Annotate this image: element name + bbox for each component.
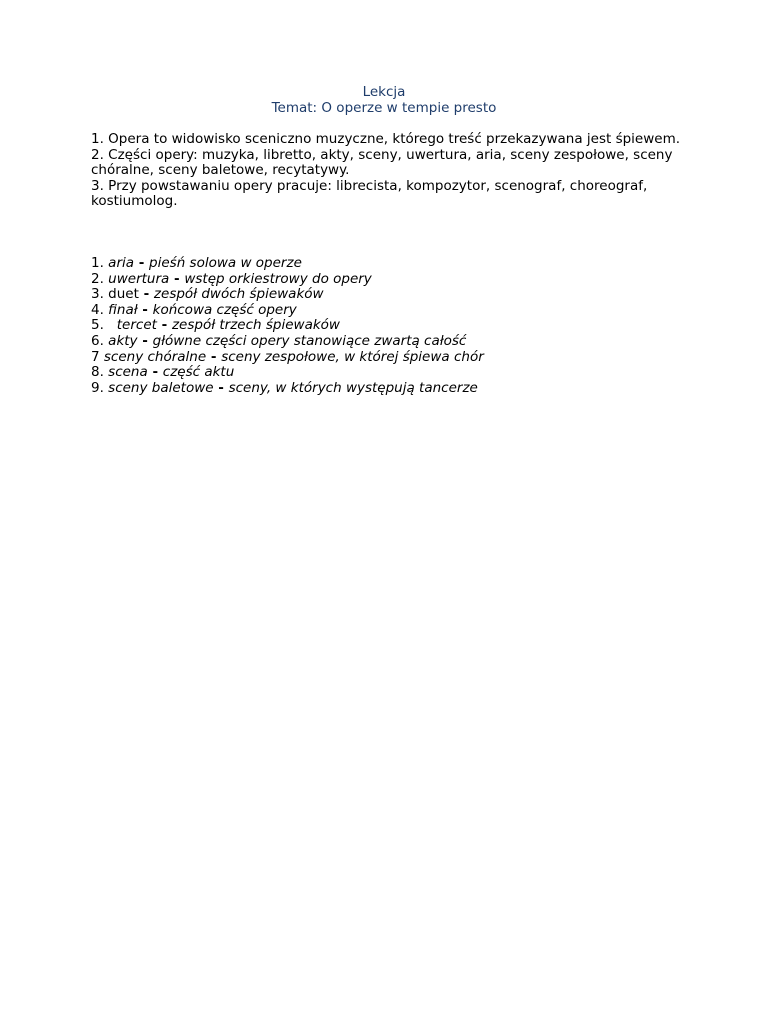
glossary-dash: - <box>137 332 153 349</box>
opera-points <box>91 132 681 210</box>
glossary-item <box>91 272 691 288</box>
glossary-term: tercet <box>116 317 157 334</box>
glossary-item <box>91 334 691 350</box>
opera-glossary <box>91 256 691 396</box>
glossary-number: 7 <box>91 348 104 365</box>
glossary-item <box>91 287 691 303</box>
glossary-definition: część aktu <box>162 364 235 381</box>
glossary-number: 9. <box>91 379 109 396</box>
glossary-definition: zespół dwóch śpiewaków <box>153 286 324 303</box>
glossary-item <box>91 365 691 381</box>
glossary-dash: - <box>147 364 163 381</box>
glossary-definition: sceny zespołowe, w której śpiewa chór <box>221 348 484 365</box>
glossary-item <box>91 381 691 397</box>
glossary-definition: końcowa część opery <box>152 301 297 318</box>
glossary-item <box>91 318 691 334</box>
glossary-number: 3. duet <box>91 286 139 303</box>
glossary-dash: - <box>134 255 150 271</box>
point-item: 3. Przy powstawaniu opery pracuje: librecista, kompozytor, scenograf, choreograf, kostiumolog. <box>91 177 648 210</box>
glossary-definition: sceny, w których występują tancerze <box>228 379 478 396</box>
glossary-definition: wstęp orkiestrowy do opery <box>184 270 372 287</box>
glossary-term: finał <box>108 301 138 318</box>
glossary-number: 1. <box>91 255 109 271</box>
glossary-term: sceny chóralne <box>103 348 207 365</box>
glossary-dash: - <box>138 286 154 303</box>
glossary-item <box>91 256 691 272</box>
glossary-item <box>91 303 691 319</box>
glossary-definition: zespół trzech śpiewaków <box>171 317 340 334</box>
lesson-topic: Temat: O operze w tempie presto <box>271 100 497 116</box>
glossary-dash: - <box>169 270 185 287</box>
glossary-term: akty <box>108 332 138 349</box>
glossary-term: scena <box>108 364 148 381</box>
glossary-number: 2. <box>91 270 109 287</box>
point-item: 1. Opera to widowisko sceniczno muzyczne, którego treść przekazywana jest śpiewem. <box>91 131 681 147</box>
lesson-title: Lekcja <box>362 84 406 100</box>
glossary-dash: - <box>156 317 172 334</box>
lesson-header <box>0 84 768 116</box>
glossary-number: 6. <box>91 332 109 349</box>
glossary-dash: - <box>213 379 229 396</box>
glossary-dash: - <box>137 301 153 318</box>
point-item: 2. Części opery: muzyka, libretto, akty, sceny, uwertura, aria, sceny zespołowe, sceny chóralne, sceny baletowe, recytatywy. <box>91 146 673 179</box>
glossary-number: 8. <box>91 364 109 381</box>
glossary-term: aria <box>108 255 135 271</box>
glossary-term: sceny baletowe <box>108 379 214 396</box>
glossary-number: 5. <box>91 317 117 334</box>
glossary-dash: - <box>206 348 222 365</box>
glossary-definition: główne części opery stanowiące zwartą całość <box>152 332 467 349</box>
glossary-item <box>91 350 691 366</box>
glossary-term: uwertura <box>108 270 170 287</box>
glossary-number: 4. <box>91 301 109 318</box>
glossary-definition: pieśń solowa w operze <box>149 255 302 271</box>
